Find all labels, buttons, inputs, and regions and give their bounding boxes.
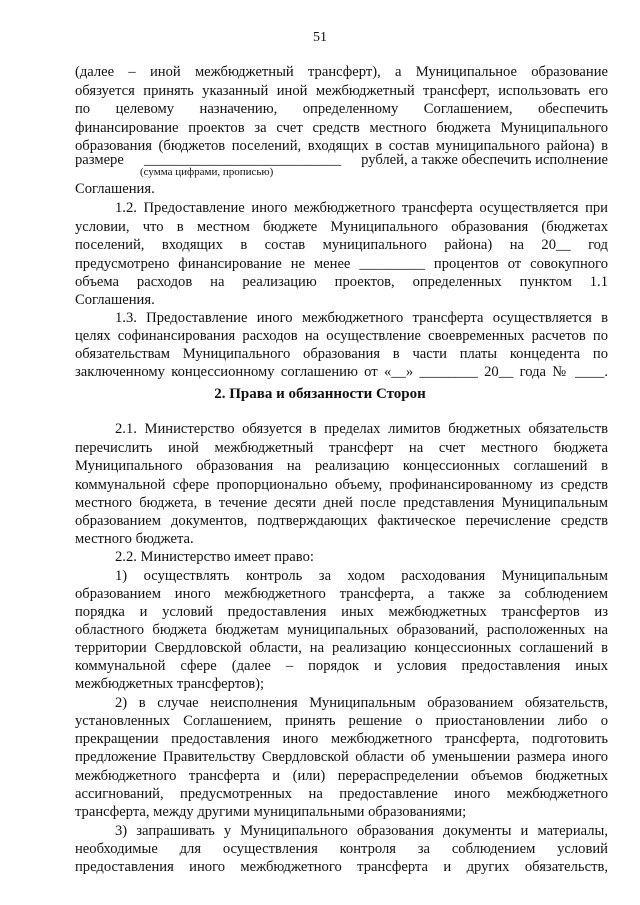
paragraph-2-1-line: местного бюджета, в течение десяти дней после представления Муниципальным [75,495,608,511]
paragraph-1-3-line: целях софинансирования расходов на осуществление своевременных расчетов по [75,328,608,344]
item-3-line: предоставления иного межбюджетного трансферта и других обязательств, [75,859,608,875]
text-line: Соглашения. [75,181,155,197]
page-number: 51 [313,30,327,45]
paragraph-2-1-line: образованием документов, подтверждающих фактическое перечисление средств [75,513,608,529]
text-line: (далее – иной межбюджетный трансферт), а Муниципальное образование [75,64,608,80]
item-2-line: прекращении предоставления иного межбюджетного трансферта, подготовить [75,731,608,747]
text-line: финансирование проектов за счет средств местного бюджета Муниципального [75,120,608,136]
paragraph-1-2-line: 1.2. Предоставление иного межбюджетного трансферта осуществляется при [115,200,608,216]
item-1-line: межбюджетных трансфертов); [75,676,265,692]
item-1-line: образованием иного межбюджетного трансферта, а также за соблюдением [75,586,608,602]
item-2-line: установленных Соглашением, принять решение о приостановлении либо о [75,713,608,729]
item-1-line: порядка и условий предоставления иных межбюджетных трансфертов из [75,604,608,620]
item-2-line: ассигнований, предусмотренных на предоставление иного межбюджетного [75,786,608,802]
amount-blank: ___________________________ [143,152,341,168]
text-line: обязуется принять указанный иной межбюджетный трансферт, использовать его [75,83,608,99]
section-heading: 2. Права и обязанности Сторон [214,386,426,402]
item-2-line: предложение Правительству Свердловской области об уменьшении размера иного [75,749,608,765]
item-3-line: необходимые для осуществления контроля за соблюдением условий [75,841,608,857]
item-1-line: территории Свердловской области, на реализацию концессионных соглашений в [75,640,608,656]
paragraph-1-2-line: условии, что в местном бюджете Муниципального образования (бюджетах [75,219,608,235]
paragraph-1-2-line: Соглашения. [75,292,155,308]
paragraph-2-1-line: перечислить иной межбюджетный трансферт на счет местного бюджета [75,440,608,456]
paragraph-1-3-line: заключенному концессионному соглашению от «__» ________ 20__ года № ____. [75,364,608,380]
paragraph-1-2-line: предусмотрено финансирование не менее _________ процентов от совокупного [75,256,608,272]
item-2-line: трансферта, между другими муниципальными образованиями; [75,804,467,820]
item-2-line: межбюджетного трансферта и (или) перераспределении объемов бюджетных [75,768,608,784]
amount-caption: (сумма цифрами, прописью) [140,166,274,178]
paragraph-2-1-line: коммунальной сфере пропорционально объему, профинансированному из средств [75,477,608,493]
item-1-line: коммунальной сфере (далее – порядок и условия предоставления иных [75,658,608,674]
paragraph-1-3-line: обязательствам Муниципального образования в части платы концедента по [75,346,608,362]
paragraph-2-1-line: Муниципального образования на реализацию концессионных соглашений в [75,458,608,474]
item-1-line: областного бюджета бюджетам муниципальных образований, расположенных на [75,622,608,638]
amount-label: размере [75,152,124,168]
text-line: по целевому назначению, определенному Соглашением, обеспечить [75,101,608,117]
item-1-line: 1) осуществлять контроль за ходом расходования Муниципальным [115,568,608,584]
paragraph-2-1-line: местного бюджета. [75,531,194,547]
amount-tail: рублей, а также обеспечить исполнение [361,152,608,168]
item-3-line: 3) запрашивать у Муниципального образования документы и материалы, [115,823,608,839]
paragraph-1-2-line: объема расходов на реализацию проектов, определенных пунктом 1.1 [75,274,608,290]
paragraph-1-2-line: поселений, входящих в состав муниципального района) на 20__ год [75,237,608,253]
text-line: образования (бюджетов поселений, входящих в состав муниципального района) в [75,138,608,154]
item-2-line: 2) в случае неисполнения Муниципальным образованием обязательств, [115,695,608,711]
paragraph-1-3-line: 1.3. Предоставление иного межбюджетного трансферта осуществляется в [115,310,608,326]
paragraph-2-1-line: 2.1. Министерство обязуется в пределах лимитов бюджетных обязательств [115,421,608,437]
paragraph-2-2-intro: 2.2. Министерство имеет право: [115,549,314,565]
